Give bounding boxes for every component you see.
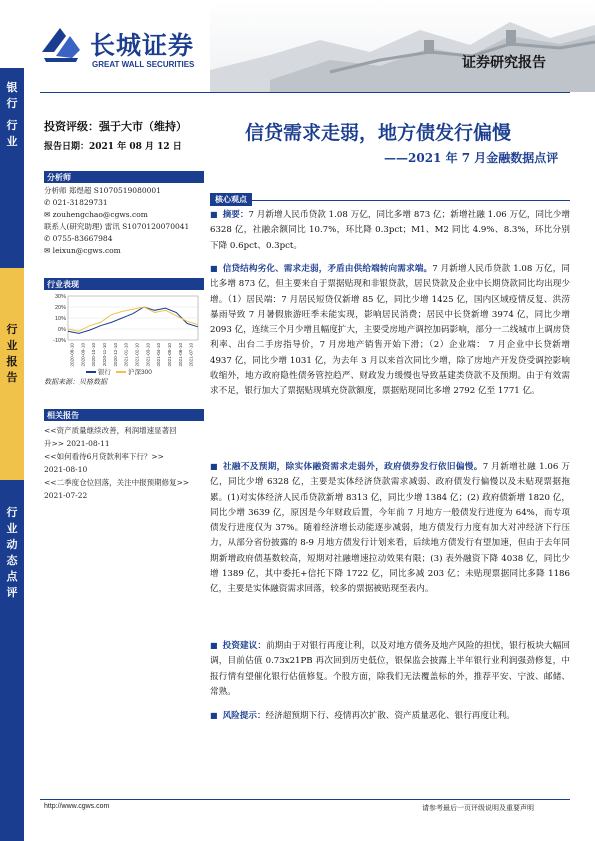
legend-bank-swatch (86, 371, 96, 373)
email-line[interactable]: ✉ zouhengchao@cgws.com (44, 210, 148, 219)
sidebar-report-label: 行 业 报 告 (6, 323, 18, 384)
company-logo-text: 长城证券 (90, 31, 195, 60)
report-subtitle: ——2021 年 7 月金融数据点评 (384, 151, 559, 165)
chart-legend (86, 367, 152, 376)
header-divider (40, 92, 570, 93)
analyst-info (44, 185, 189, 257)
footer-disclaimer: 请参考最后一页评级说明及重要声明 (422, 804, 534, 812)
phone-line: ✆ 021-31829731 (44, 198, 108, 207)
chart-x-tick-label: 2020-08-10 (69, 343, 75, 367)
chart-y-tick-label: -10% (53, 338, 66, 344)
footer-website-link[interactable]: http://www.cgws.com (44, 803, 110, 810)
investment-rating: 投资评级：强于大市（维持） (44, 120, 187, 133)
report-date: 报告日期：2021 年 08 月 12 日 (44, 142, 182, 152)
bullet-icon: ■ (210, 264, 218, 273)
related-report-date: 2021-07-22 (44, 491, 88, 500)
email-icon: ✉ (44, 246, 53, 255)
chart-x-tick-label: 2020-10-10 (91, 343, 97, 367)
related-reports-header: 相关报告 (44, 409, 204, 421)
chart-x-tick-label: 2020-12-10 (112, 343, 118, 367)
core-views-header: 核心观点 (210, 187, 570, 201)
email-icon: ✉ (44, 210, 53, 219)
company-logo-english: GREAT WALL SECURITIES (92, 60, 195, 69)
related-report-link[interactable]: <<资产质量继续改善，利润增速显著回 (44, 426, 177, 435)
page-header (0, 0, 595, 92)
chart-x-tick-label: 2020-11-10 (101, 343, 107, 367)
contact-line: 联系人(研究助理) 雷讯 S1070120070041 (44, 222, 190, 231)
bullet-icon: ■ (210, 641, 218, 650)
chart-x-tick-label: 2021-04-10 (156, 343, 162, 367)
chart-series-bank-line (68, 307, 198, 333)
bullet-icon: ■ (210, 711, 218, 720)
sidebar-industry-label: 银 行 行 业 (6, 81, 18, 148)
phone-icon: ✆ (44, 234, 53, 243)
social-financing-paragraph: ■ 社融不及预期，除实体融资需求走弱外，政府债券发行依旧偏慢。7 月新增社融 1.06 万亿，同比少增 6328 亿，主要是实体经济贷款需求减弱、政府债发行偏慢以及未贴现票据拖累。(1)对实体经济人民币贷款新增 8313 亿，同比少增 1384 亿；(2) 政府债新增 1820 亿，同比少增 3639 亿，原因是今年财政后置，今年前 7 月地方一般债发行进度为 64%，而专项债发行进度仅为 37%。随着经济增长动能逐步减弱，地方债发行力度有加大对冲经济下行压力，从部分省份披露的 8-9 月地方债发行计划来看，后续地方债发行有望加速，但由于去年同期新增政府债基数较高，短期对社融增速拉动效果有限；(3) 表外融资下降 4038 亿，同比少增 1389 亿，其中委托+信托下降 1722 亿，同比多减 203 亿；未贴现票据同比多降 1186 亿，主要是实体融资需求回落，较多的票据被贴现至表内。 (210, 462, 570, 595)
bullet-icon: ■ (210, 210, 218, 219)
chart-x-tick-label: 2021-03-10 (145, 343, 151, 367)
footer-divider (40, 799, 570, 800)
legend-bank-label: 银行 (97, 369, 111, 376)
email-line[interactable]: ✉ leixun@cgws.com (44, 246, 121, 255)
report-title: 信贷需求走弱，地方债发行偏慢 (245, 122, 512, 144)
chart-x-tick-label: 2021-02-10 (134, 343, 140, 367)
related-report-date: 升>> 2021-08-11 (44, 439, 110, 448)
risk-warning-paragraph: ■ 风险提示：经济超预期下行、疫情再次扩散、资产质量恶化、银行再度让利。 (210, 711, 515, 721)
legend-hs300-label: 沪深300 (128, 369, 152, 376)
industry-performance-chart (44, 292, 204, 372)
phone-icon: ✆ (44, 198, 53, 207)
company-logo-icon (40, 22, 82, 64)
related-report-link[interactable]: <<二季度仓位回落，关注中报预期修复>> (44, 478, 190, 487)
related-report-link[interactable]: <<如何看待6月贷款利率下行？>> (44, 452, 164, 461)
phone-line: ✆ 0755-83667984 (44, 234, 113, 243)
chart-x-tick-label: 2021-05-10 (166, 343, 172, 367)
summary-paragraph: ■ 摘要：7 月新增人民币贷款 1.08 万亿，同比多增 873 亿；新增社融 1.06 万亿，同比少增 6328 亿，社融余额同比 10.7%，环比降 0.3pct；M1、M2 同比 4.9%、8.3%，环比分别下降 0.6pct、0.3pct。 (210, 210, 570, 251)
analyst-line: 分析师 郑煜超 S1070519080001 (44, 186, 161, 195)
sidebar-commentary-label: 行 业 动 态 点 评 (6, 506, 18, 599)
investment-advice-paragraph: ■ 投资建议：前期由于对银行再度让利，以及对地方债务及地产风险的担忧，银行板块大幅回调，目前估值 0.73x21PB 再次回到历史低位，银保监会披露上半年银行业利润强劲修复，中报行情有望催化银行估值修复。个股方面，除我们无法覆盖标的外，推荐平安、宁波、邮储、常熟。 (210, 641, 570, 697)
report-type-label: 证券研究报告 (462, 55, 546, 71)
related-report-date: 2021-08-10 (44, 465, 88, 474)
chart-x-tick-label: 2020-09-10 (80, 343, 86, 367)
chart-y-tick-label: 0% (58, 327, 66, 333)
related-reports-list (44, 424, 189, 502)
chart-x-tick-label: 2021-01-10 (123, 343, 129, 367)
credit-structure-paragraph: ■ 信贷结构劣化、需求走弱，矛盾由供给端转向需求端。7 月新增人民币贷款 1.08 万亿，同比多增 873 亿，但主要来自于票据贴现和非银贷款，居民贷款及企业中长期贷款同比均出现少增。（1）居民端：7 月居民短贷仅新增 85 亿，同比少增 1425 亿，国内区域疫情反复、洪涝暴雨导致 7 月暑假旅游旺季未能实现，影响居民消费；居民中长贷新增 3974 亿，同比少增 2093 亿，连续三个月少增且幅度扩大，主要受房地产调控加码影响，部分一二线城市上调房贷利率、出台二手房指导价，7 月房地产销售开始下滑；（2）企业端： 7 月企业中长贷新增 4937 亿，同比少增 1031 亿，为去年 3 月以来首次同比少增，除了房地产开发贷受调控影响收缩外，地方政府隐性债务管控趋严、财政发力缓慢也导致基建类贷款不及预期。由于有效需求不足，银行加大了票据贴现填充贷款额度，票据贴现同比多增 2792 亿至 1771 亿。 (210, 264, 570, 397)
chart-series-hs300-line (68, 307, 198, 331)
chart-y-tick-label: 10% (54, 316, 66, 322)
analyst-section-header: 分析师 (44, 171, 204, 183)
great-wall-banner-image (210, 0, 595, 92)
chart-source-note: 数据来源：贝格数据 (44, 378, 107, 386)
legend-hs300-swatch (116, 371, 126, 373)
chart-y-tick-label: 20% (54, 305, 66, 311)
chart-x-tick-label: 2021-06-10 (177, 343, 183, 367)
performance-section-header: 行业表现 (44, 278, 204, 290)
chart-y-tick-label: 30% (54, 294, 66, 300)
bullet-icon: ■ (210, 462, 218, 471)
chart-x-tick-label: 2021-07-10 (188, 343, 194, 367)
